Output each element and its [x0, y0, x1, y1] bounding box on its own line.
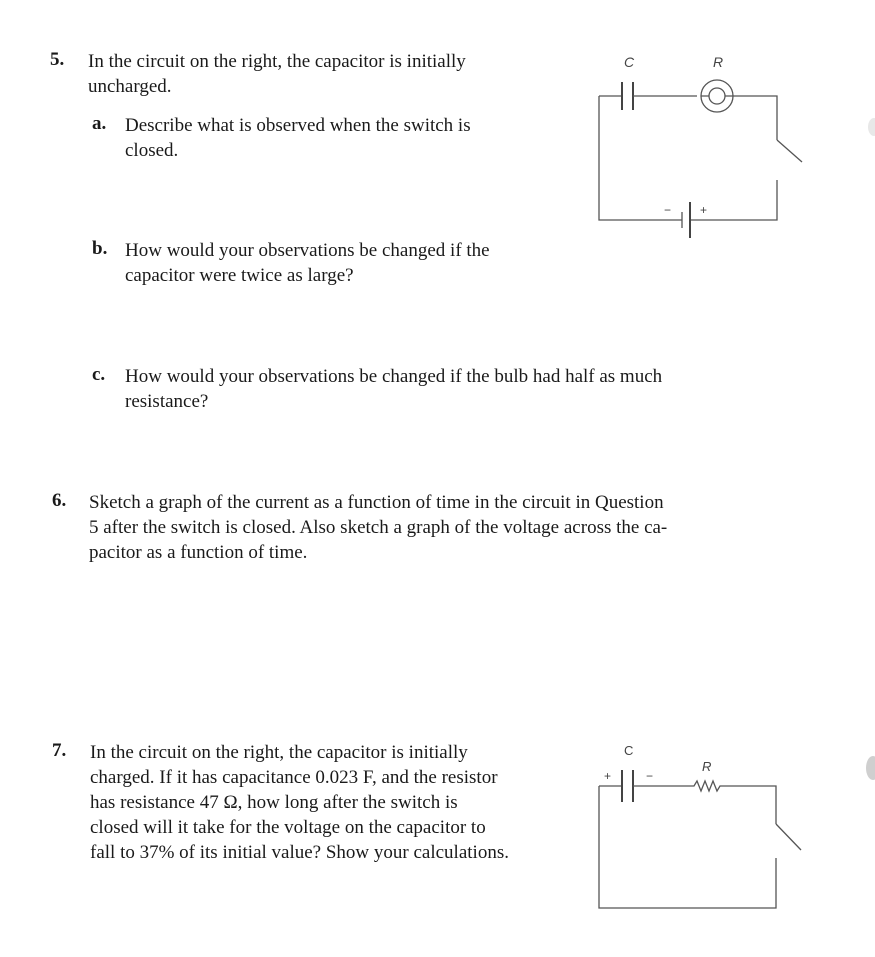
question-number: 7. — [52, 740, 67, 761]
switch-lever — [776, 824, 801, 850]
question-5-line2: uncharged. — [88, 76, 172, 97]
capacitor-minus: − — [646, 769, 654, 783]
part-c-letter: c. — [92, 364, 106, 385]
capacitor-label: C — [624, 54, 635, 70]
part-a-line1: Describe what is observed when the switch is — [125, 115, 471, 136]
wire-top-right — [724, 786, 776, 824]
scan-edge-mark — [868, 118, 875, 136]
question-7-line3: has resistance 47 Ω, how long after the switch is — [90, 792, 458, 813]
question-7-line1: In the circuit on the right, the capacitor is initially — [90, 742, 468, 763]
part-a-letter: a. — [92, 113, 107, 134]
question-7-line5: fall to 37% of its initial value? Show your calculations. — [90, 842, 509, 863]
resistor-label: R — [713, 54, 724, 70]
question-number: 6. — [52, 490, 67, 511]
switch-lever — [777, 140, 802, 162]
battery-plus: + — [700, 203, 708, 217]
part-a-line2: closed. — [125, 140, 179, 161]
question-6-line1: Sketch a graph of the current as a function of time in the circuit in Question — [89, 492, 664, 513]
question-6-line2: 5 after the switch is closed. Also sketch a graph of the voltage across the ca- — [89, 517, 668, 538]
battery-minus: − — [664, 203, 672, 217]
question-5-line1: In the circuit on the right, the capacitor is initially — [88, 51, 466, 72]
circuit-diagram-2 — [590, 738, 790, 918]
circuit-diagram-1 — [590, 48, 790, 243]
part-c-line1: How would your observations be changed if the bulb had half as much — [125, 366, 663, 387]
part-b-letter: b. — [92, 238, 108, 259]
part-c-line2: resistance? — [125, 391, 209, 412]
scan-edge-mark — [866, 756, 875, 780]
part-b-line2: capacitor were twice as large? — [125, 265, 354, 286]
capacitor-label: C — [624, 743, 634, 758]
resistor-label: R — [702, 759, 712, 774]
wire-left — [599, 96, 682, 220]
wire-top-right — [733, 96, 777, 140]
wire-left-bottom — [599, 786, 776, 908]
bulb-icon — [701, 80, 733, 112]
resistor-icon — [690, 781, 724, 791]
capacitor-plus: + — [604, 769, 612, 783]
question-6-line3: pacitor as a function of time. — [89, 542, 308, 563]
part-b-line1: How would your observations be changed if the — [125, 240, 490, 261]
battery-icon — [682, 202, 690, 238]
question-number: 5. — [50, 49, 65, 70]
question-7-line2: charged. If it has capacitance 0.023 F, and the resistor — [90, 767, 498, 788]
question-7-line4: closed will it take for the voltage on the capacitor to — [90, 817, 486, 838]
